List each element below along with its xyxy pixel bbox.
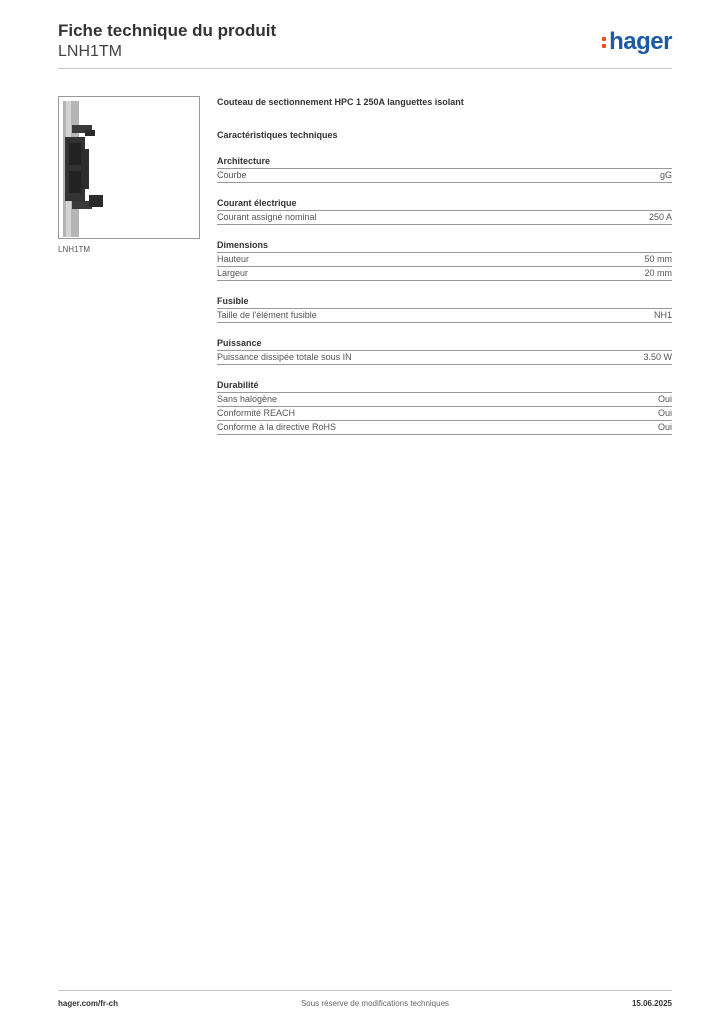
spec-row <box>217 253 672 267</box>
footer-notice: Sous réserve de modifications techniques <box>300 999 450 1008</box>
spec-row <box>217 267 672 281</box>
spec-group-architecture <box>217 155 672 183</box>
spec-value: 50 mm <box>644 254 672 264</box>
spec-label: Puissance dissipée totale sous IN <box>217 352 352 362</box>
spec-row <box>217 169 672 183</box>
spec-value: 250 A <box>648 212 672 222</box>
group-title: Fusible <box>217 295 672 309</box>
footer-date: 15.06.2025 <box>631 999 672 1008</box>
product-image <box>58 96 200 239</box>
group-title: Durabilité <box>217 379 672 393</box>
spec-row <box>217 393 672 407</box>
logo-dots-icon <box>602 37 606 48</box>
spec-group-durabilite <box>217 379 672 435</box>
page-header <box>58 20 276 62</box>
spec-row <box>217 309 672 323</box>
group-title: Courant électrique <box>217 197 672 211</box>
spec-row <box>217 421 672 435</box>
spec-label: Taille de l'élément fusible <box>217 310 317 320</box>
spec-label: Courbe <box>217 170 247 180</box>
group-title: Puissance <box>217 337 672 351</box>
spec-content <box>217 96 672 435</box>
spec-group-courant <box>217 197 672 225</box>
knife-link-image-icon <box>59 97 199 238</box>
image-caption: LNH1TM <box>58 245 91 254</box>
footer-website-link[interactable]: hager.com/fr-ch <box>58 999 119 1008</box>
spec-value: 20 mm <box>644 268 672 278</box>
spec-label: Conformité REACH <box>217 408 296 418</box>
spec-value: NH1 <box>653 310 672 320</box>
spec-group-puissance <box>217 337 672 365</box>
header-divider <box>58 68 672 69</box>
spec-label: Courant assigné nominal <box>217 212 317 222</box>
group-title: Dimensions <box>217 239 672 253</box>
page-footer <box>58 999 672 1008</box>
spec-row <box>217 211 672 225</box>
spec-label: Sans halogène <box>217 394 278 404</box>
section-heading: Caractéristiques techniques <box>217 130 338 140</box>
page-title: Fiche technique du produit <box>58 21 277 40</box>
spec-row <box>217 351 672 365</box>
spec-value: gG <box>659 170 672 180</box>
product-description: Couteau de sectionnement HPC 1 250A languettes isolant <box>217 97 464 107</box>
spec-group-dimensions <box>217 239 672 281</box>
spec-group-fusible <box>217 295 672 323</box>
spec-row <box>217 407 672 421</box>
logo-text: hager <box>609 28 672 55</box>
spec-label: Largeur <box>217 268 249 278</box>
spec-value: Oui <box>657 422 672 432</box>
footer-divider <box>58 990 672 991</box>
spec-label: Conforme à la directive RoHS <box>217 422 337 432</box>
spec-label: Hauteur <box>217 254 250 264</box>
spec-value: Oui <box>657 408 672 418</box>
spec-value: Oui <box>657 394 672 404</box>
group-title: Architecture <box>217 155 672 169</box>
hager-logo <box>602 28 672 56</box>
product-reference: LNH1TM <box>58 43 123 60</box>
spec-value: 3.50 W <box>643 352 672 362</box>
